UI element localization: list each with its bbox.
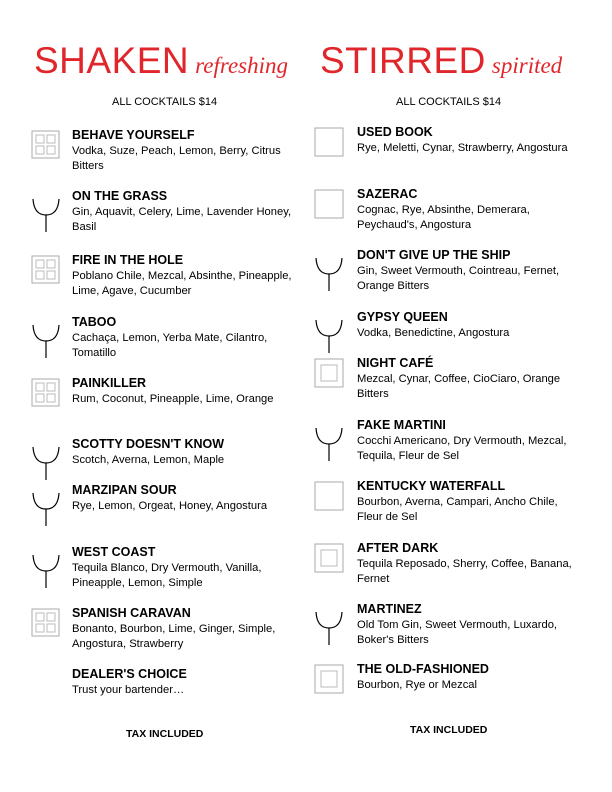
- coupe-icon: [314, 608, 344, 642]
- cocktail-name: WEST COAST: [72, 545, 156, 559]
- cocktail-name: GYPSY QUEEN: [357, 310, 448, 324]
- menu-item: [306, 125, 606, 181]
- menu-item: [0, 545, 300, 601]
- rocks-cube-icon: [314, 356, 344, 390]
- cocktail-ingredients: Scotch, Averna, Lemon, Maple: [72, 454, 225, 466]
- menu-item: [306, 479, 606, 535]
- coupe-icon: [314, 316, 344, 350]
- cocktail-name: ON THE GRASS: [72, 189, 168, 203]
- stirred-price-line: ALL COCKTAILS $14: [396, 96, 502, 108]
- cocktail-name: TABOO: [72, 315, 117, 329]
- shaken-subtitle: refreshing: [195, 53, 288, 78]
- shaken-title: SHAKEN: [34, 40, 190, 81]
- menu-item: [0, 315, 300, 371]
- menu-item: [0, 483, 300, 539]
- menu-item: [0, 606, 300, 662]
- cocktail-ingredients: Vodka, Benedictine, Angostura: [357, 327, 510, 339]
- cocktail-name: MARTINEZ: [357, 602, 422, 616]
- cocktail-name: BEHAVE YOURSELF: [72, 128, 195, 142]
- cocktail-name: MARZIPAN SOUR: [72, 483, 177, 497]
- cocktail-ingredients: Tequila Blanco, Dry Vermouth, Vanilla, Pineapple, Lemon, Simple: [72, 562, 262, 589]
- menu-item: [0, 253, 300, 309]
- coupe-icon: [31, 195, 61, 229]
- cocktail-ingredients: Poblano Chile, Mezcal, Absinthe, Pineapple, Lime, Agave, Cucumber: [72, 270, 292, 297]
- cocktail-name: FAKE MARTINI: [357, 418, 446, 432]
- cocktail-ingredients: Rye, Lemon, Orgeat, Honey, Angostura: [72, 500, 268, 512]
- rocks-ice-icon: [31, 128, 61, 162]
- cocktail-name: SAZERAC: [357, 187, 418, 201]
- cocktail-name: FIRE IN THE HOLE: [72, 253, 184, 267]
- cocktail-ingredients: Bonanto, Bourbon, Lime, Ginger, Simple, Angostura, Strawberry: [72, 623, 276, 650]
- coupe-icon: [314, 424, 344, 458]
- cocktail-ingredients: Rye, Meletti, Cynar, Strawberry, Angostura: [357, 142, 568, 154]
- menu-item: [306, 662, 606, 718]
- menu-item: [0, 667, 300, 723]
- cocktail-name: SCOTTY DOESN'T KNOW: [72, 437, 225, 451]
- shaken-heading: [34, 40, 288, 82]
- cocktail-name: NIGHT CAFÉ: [357, 356, 434, 370]
- rocks-ice-icon: [31, 253, 61, 287]
- cocktail-name: DEALER'S CHOICE: [72, 667, 187, 681]
- cocktail-name: USED BOOK: [357, 125, 433, 139]
- rocks-icon: [314, 187, 344, 221]
- cocktail-ingredients: Gin, Aquavit, Celery, Lime, Lavender Honey, Basil: [72, 206, 292, 233]
- coupe-icon: [31, 489, 61, 523]
- cocktail-ingredients: Tequila Reposado, Sherry, Coffee, Banana, Fernet: [357, 558, 572, 585]
- cocktail-name: SPANISH CARAVAN: [72, 606, 191, 620]
- coupe-icon: [31, 443, 61, 477]
- menu-item: [306, 418, 606, 474]
- menu-item: [306, 541, 606, 597]
- rocks-icon: [314, 125, 344, 159]
- cocktail-ingredients: Trust your bartender…: [72, 684, 185, 696]
- rocks-ice-icon: [31, 376, 61, 410]
- cocktail-ingredients: Cognac, Rye, Absinthe, Demerara, Peychaud's, Angostura: [357, 204, 530, 231]
- stirred-heading: [320, 40, 562, 82]
- menu-item: [306, 248, 606, 304]
- cocktail-name: AFTER DARK: [357, 541, 439, 555]
- cocktail-ingredients: Old Tom Gin, Sweet Vermouth, Luxardo, Boker's Bitters: [357, 619, 558, 646]
- cocktail-name: KENTUCKY WATERFALL: [357, 479, 506, 493]
- coupe-icon: [314, 254, 344, 288]
- rocks-icon: [314, 479, 344, 513]
- rocks-ice-icon: [31, 606, 61, 640]
- cocktail-ingredients: Vodka, Suze, Peach, Lemon, Berry, Citrus Bitters: [72, 145, 281, 172]
- menu-item: [0, 128, 300, 184]
- menu-item: [0, 189, 300, 245]
- rocks-cube-icon: [314, 541, 344, 575]
- shaken-footer: TAX INCLUDED: [126, 728, 204, 740]
- cocktail-ingredients: Rum, Coconut, Pineapple, Lime, Orange: [72, 393, 274, 405]
- coupe-icon: [31, 551, 61, 585]
- menu-item: [306, 356, 606, 412]
- menu-item: [306, 187, 606, 243]
- cocktail-name: PAINKILLER: [72, 376, 147, 390]
- cocktail-ingredients: Bourbon, Rye or Mezcal: [357, 679, 478, 691]
- cocktail-ingredients: Gin, Sweet Vermouth, Cointreau, Fernet, Orange Bitters: [357, 265, 560, 292]
- stirred-subtitle: spirited: [491, 53, 563, 78]
- cocktail-ingredients: Mezcal, Cynar, Coffee, CioCiaro, Orange Bitters: [357, 373, 561, 400]
- cocktail-ingredients: Cocchi Americano, Dry Vermouth, Mezcal, Tequila, Fleur de Sel: [357, 435, 567, 462]
- cocktail-name: THE OLD-FASHIONED: [357, 662, 489, 676]
- cocktail-ingredients: Cachaça, Lemon, Yerba Mate, Cilantro, Tomatillo: [72, 332, 268, 359]
- stirred-title: STIRRED: [320, 40, 486, 81]
- menu-item: [306, 602, 606, 658]
- rocks-cube-icon: [314, 662, 344, 696]
- cocktail-ingredients: Bourbon, Averna, Campari, Ancho Chile, Fleur de Sel: [357, 496, 558, 523]
- menu-item: [0, 376, 300, 432]
- cocktail-name: DON'T GIVE UP THE SHIP: [357, 248, 511, 262]
- coupe-icon: [31, 321, 61, 355]
- stirred-footer: TAX INCLUDED: [410, 724, 488, 736]
- shaken-price-line: ALL COCKTAILS $14: [112, 96, 218, 108]
